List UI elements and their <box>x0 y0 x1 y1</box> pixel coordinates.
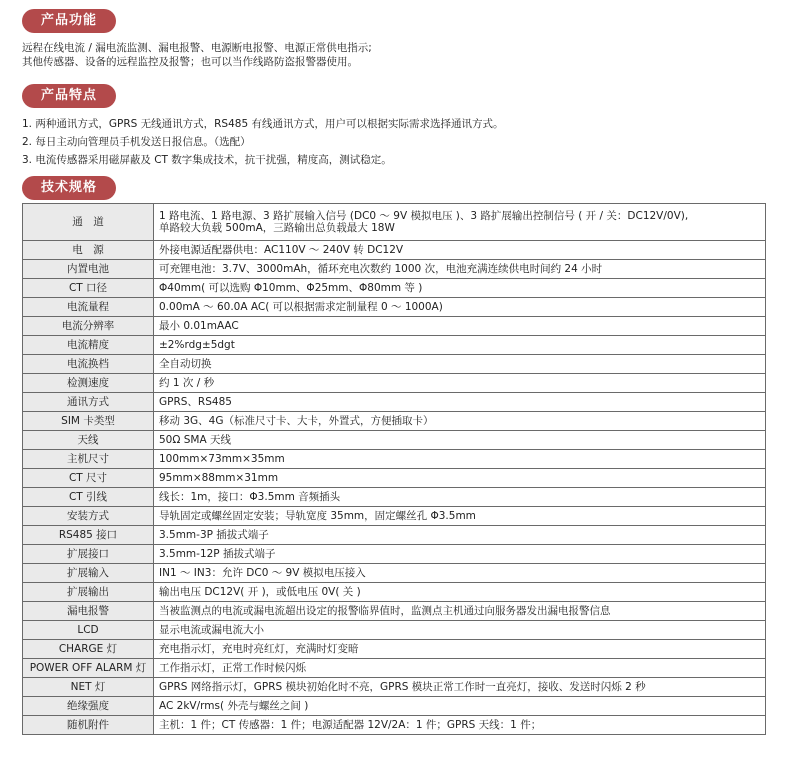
spec-row <box>23 697 766 716</box>
spec-row <box>23 431 766 450</box>
spec-value: IN1 ～ IN3：允许 DC0 ～ 9V 模拟电压接入 <box>154 564 766 583</box>
spec-label: CHARGE 灯 <box>23 640 154 659</box>
spec-table <box>22 203 766 735</box>
features-line-3: 3. 电流传感器采用磁屏蔽及 CT 数字集成技术，抗干扰强，精度高，测试稳定。 <box>22 154 392 166</box>
section-title-function: 产品功能 <box>22 9 116 33</box>
spec-row <box>23 659 766 678</box>
spec-label: 检测速度 <box>23 374 154 393</box>
spec-label: 内置电池 <box>23 260 154 279</box>
spec-label: SIM 卡类型 <box>23 412 154 431</box>
spec-label: 电流分辨率 <box>23 317 154 336</box>
spec-label: CT 尺寸 <box>23 469 154 488</box>
spec-row <box>23 279 766 298</box>
spec-value: 主机：1 件；CT 传感器：1 件；电源适配器 12V/2A：1 件；GPRS 天线：1 件； <box>154 716 766 735</box>
spec-row <box>23 602 766 621</box>
spec-value: 可充锂电池：3.7V、3000mAh，循环充电次数约 1000 次，电池充满连续供电时间约 24 小时 <box>154 260 766 279</box>
spec-row <box>23 716 766 735</box>
spec-value <box>154 204 766 241</box>
spec-value-line: 1 路电流、1 路电源、3 路扩展输入信号 (DC0 ～ 9V 模拟电压 )、3 路扩展输出控制信号 ( 开 / 关：DC12V/0V), <box>159 210 689 222</box>
spec-label: CT 口径 <box>23 279 154 298</box>
spec-label: 漏电报警 <box>23 602 154 621</box>
spec-row <box>23 336 766 355</box>
spec-row <box>23 640 766 659</box>
spec-label: 电流量程 <box>23 298 154 317</box>
spec-label: 扩展输出 <box>23 583 154 602</box>
spec-value: 100mm×73mm×35mm <box>154 450 766 469</box>
function-text <box>22 41 372 69</box>
spec-row <box>23 526 766 545</box>
section-title-specs: 技术规格 <box>22 176 116 200</box>
spec-value: 全自动切换 <box>154 355 766 374</box>
spec-value: 线长：1m，接口：Φ3.5mm 音频插头 <box>154 488 766 507</box>
spec-row <box>23 507 766 526</box>
spec-row <box>23 564 766 583</box>
spec-label: POWER OFF ALARM 灯 <box>23 659 154 678</box>
spec-row <box>23 355 766 374</box>
spec-row <box>23 241 766 260</box>
spec-label: LCD <box>23 621 154 640</box>
spec-value: 外接电源适配器供电：AC110V ～ 240V 转 DC12V <box>154 241 766 260</box>
spec-label: RS485 接口 <box>23 526 154 545</box>
spec-value: GPRS、RS485 <box>154 393 766 412</box>
spec-label: 扩展输入 <box>23 564 154 583</box>
spec-value: 输出电压 DC12V( 开 )，或低电压 0V( 关 ) <box>154 583 766 602</box>
spec-row <box>23 317 766 336</box>
spec-row <box>23 450 766 469</box>
spec-value: GPRS 网络指示灯，GPRS 模块初始化时不亮，GPRS 模块正常工作时一直亮灯，接收、发送时闪烁 2 秒 <box>154 678 766 697</box>
spec-label: 天线 <box>23 431 154 450</box>
spec-row <box>23 488 766 507</box>
spec-row <box>23 469 766 488</box>
spec-row <box>23 260 766 279</box>
spec-value: 导轨固定或螺丝固定安装；导轨宽度 35mm，固定螺丝孔 Φ3.5mm <box>154 507 766 526</box>
spec-row <box>23 678 766 697</box>
spec-value: 95mm×88mm×31mm <box>154 469 766 488</box>
spec-label: 电流换档 <box>23 355 154 374</box>
spec-value: 50Ω SMA 天线 <box>154 431 766 450</box>
spec-label: 安装方式 <box>23 507 154 526</box>
spec-row <box>23 374 766 393</box>
spec-row <box>23 393 766 412</box>
spec-label: 主机尺寸 <box>23 450 154 469</box>
spec-value: 约 1 次 / 秒 <box>154 374 766 393</box>
spec-value: 0.00mA ～ 60.0A AC( 可以根据需求定制量程 0 ～ 1000A) <box>154 298 766 317</box>
spec-label: CT 引线 <box>23 488 154 507</box>
spec-label: 电 源 <box>23 241 154 260</box>
spec-value: 工作指示灯，正常工作时候闪烁 <box>154 659 766 678</box>
spec-label: 通 道 <box>23 204 154 241</box>
spec-label: NET 灯 <box>23 678 154 697</box>
spec-value-line: 单路较大负载 500mA，三路输出总负载最大 18W <box>159 222 395 234</box>
spec-label: 随机附件 <box>23 716 154 735</box>
spec-label: 通讯方式 <box>23 393 154 412</box>
spec-value: 3.5mm-3P 插拔式端子 <box>154 526 766 545</box>
features-line-2: 2. 每日主动向管理员手机发送日报信息。（选配） <box>22 136 251 148</box>
spec-row <box>23 545 766 564</box>
spec-label: 扩展接口 <box>23 545 154 564</box>
spec-table-body <box>23 204 766 735</box>
spec-value: 最小 0.01mAAC <box>154 317 766 336</box>
function-line-1: 远程在线电流 / 漏电流监测、漏电报警、电源断电报警、电源正常供电指示; <box>22 42 372 54</box>
spec-row <box>23 583 766 602</box>
function-line-2: 其他传感器、设备的远程监控及报警；也可以当作线路防盗报警器使用。 <box>22 56 358 68</box>
spec-value: 当被监测点的电流或漏电流超出设定的报警临界值时，监测点主机通过向服务器发出漏电报警信息 <box>154 602 766 621</box>
spec-value: 充电指示灯，充电时亮红灯，充满时灯变暗 <box>154 640 766 659</box>
spec-value: 3.5mm-12P 插拔式端子 <box>154 545 766 564</box>
spec-row <box>23 412 766 431</box>
section-title-features: 产品特点 <box>22 84 116 108</box>
spec-row <box>23 204 766 241</box>
spec-value: 移动 3G、4G（标准尺寸卡、大卡，外置式，方便插取卡） <box>154 412 766 431</box>
spec-label: 绝缘强度 <box>23 697 154 716</box>
spec-row <box>23 621 766 640</box>
spec-label: 电流精度 <box>23 336 154 355</box>
features-text <box>22 117 503 167</box>
spec-value: 显示电流或漏电流大小 <box>154 621 766 640</box>
spec-row <box>23 298 766 317</box>
features-line-1: 1. 两种通讯方式，GPRS 无线通讯方式，RS485 有线通讯方式，用户可以根据实际需求选择通讯方式。 <box>22 118 504 130</box>
spec-value: ±2%rdg±5dgt <box>154 336 766 355</box>
spec-value: AC 2kV/rms( 外壳与螺丝之间 ) <box>154 697 766 716</box>
spec-value: Φ40mm( 可以选购 Φ10mm、Φ25mm、Φ80mm 等 ) <box>154 279 766 298</box>
